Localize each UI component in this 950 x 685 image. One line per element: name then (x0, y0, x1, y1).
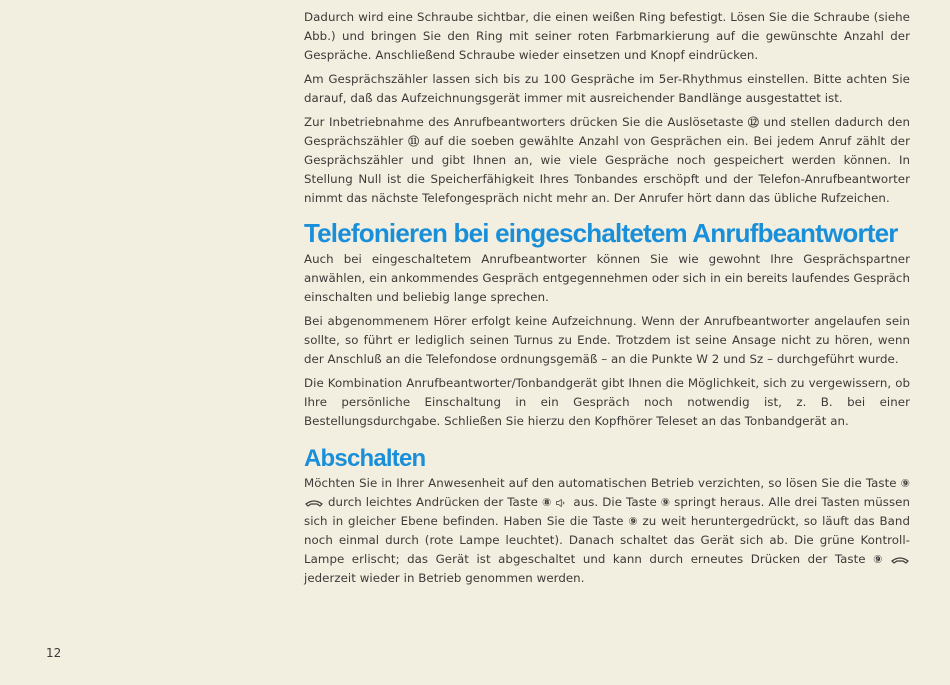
key-11-symbol: ⑪ (408, 135, 420, 148)
heading-telefonieren: Telefonieren bei eingeschaltetem Anrufbeantworter (304, 218, 898, 248)
heading-abschalten: Abschalten (304, 445, 426, 472)
telephone-handset-icon (890, 555, 910, 565)
key-9-symbol: ⑨ (900, 477, 910, 490)
intro-paragraph-2: Am Gesprächszähler lassen sich bis zu 100 Gespräche im 5er-Rhythmus einstellen. Bitte achten Sie darauf, daß das Aufzeichnungsgerät immer mit ausreichender Bandlänge ausgestattet ist. (304, 72, 910, 105)
abschalten-paragraph: Möchten Sie in Ihrer Anwesenheit auf den automatischen Betrieb verzichten, so lösen Sie die Taste ⑨ durch leichtes Andrücken der Taste ⑧ aus. Die Taste ⑨ springt heraus. Alle drei Tasten müssen sich in gleicher Ebene befinden. Haben Sie die Taste ⑨ zu weit heruntergedrückt, so läuft das Band noch einmal durch (rote Lampe leuchtet). Danach schaltet das Gerät sich ab. Die grüne Kontroll-Lampe erlischt; das Gerät ist abgeschaltet und kann durch erneutes Drücken der Taste ⑨ jederzeit wieder in Betrieb genommen werden. (304, 476, 910, 585)
text-column (304, 8, 910, 593)
page-number: 12 (46, 646, 62, 660)
telefonieren-paragraph-2: Bei abgenommenem Hörer erfolgt keine Aufzeichnung. Wenn der Anrufbeantworter angelaufen sein sollte, so führt er lediglich seinen Turnus zu Ende. Trotzdem ist seine Ansage nicht zu hören, wenn der Anschluß an die Telefondose ordnungsgemäß – an die Punkte W 2 und Sz – durchgeführt wurde. (304, 314, 910, 366)
key-8-symbol: ⑧ (542, 496, 552, 509)
speaker-icon (555, 498, 569, 508)
telefonieren-paragraph-1: Auch bei eingeschaltetem Anrufbeantworter können Sie wie gewohnt Ihre Gesprächspartner anwählen, ein ankommendes Gespräch entgegennehmen oder sich in ein bereits laufendes Gespräch einschalten und beliebig lange sprechen. (304, 252, 910, 304)
key-9-symbol: ⑨ (873, 553, 883, 566)
telefonieren-paragraph-3: Die Kombination Anrufbeantworter/Tonbandgerät gibt Ihnen die Möglichkeit, sich zu vergewissern, ob Ihre persönliche Einschaltung in ein Gespräch noch notwendig ist, z. B. bei einer Bestellungsdurchgabe. Schließen Sie hierzu den Kopfhörer Teleset an das Tonbandgerät an. (304, 376, 910, 428)
key-9-symbol: ⑨ (660, 496, 671, 509)
key-9-symbol: ⑨ (628, 515, 638, 528)
telephone-handset-icon (304, 498, 324, 508)
key-12-symbol: ⑫ (747, 116, 759, 129)
intro-paragraph-1: Dadurch wird eine Schraube sichtbar, die einen weißen Ring befestigt. Lösen Sie die Schraube (siehe Abb.) und bringen Sie den Ring mit seiner roten Farbmarkierung auf die gewünschte Anzahl der Gespräche. Anschließend Schraube wieder einsetzen und Knopf eindrücken. (304, 10, 910, 62)
intro-paragraph-3: Zur Inbetriebnahme des Anrufbeantworters drücken Sie die Auslösetaste ⑫ und stellen dadurch den Gesprächszähler ⑪ auf die soeben gewählte Anzahl von Gesprächen ein. Bei jedem Anruf zählt der Gesprächszähler und gibt Ihnen an, wie viele Gespräche noch gespeichert werden können. In Stellung Null ist die Speicherfähigkeit Ihres Tonbandes erschöpft und der Telefon-Anrufbeantworter nimmt das nächste Telefongespräch nicht mehr an. Der Anrufer hört dann das übliche Rufzeichen. (304, 115, 910, 205)
